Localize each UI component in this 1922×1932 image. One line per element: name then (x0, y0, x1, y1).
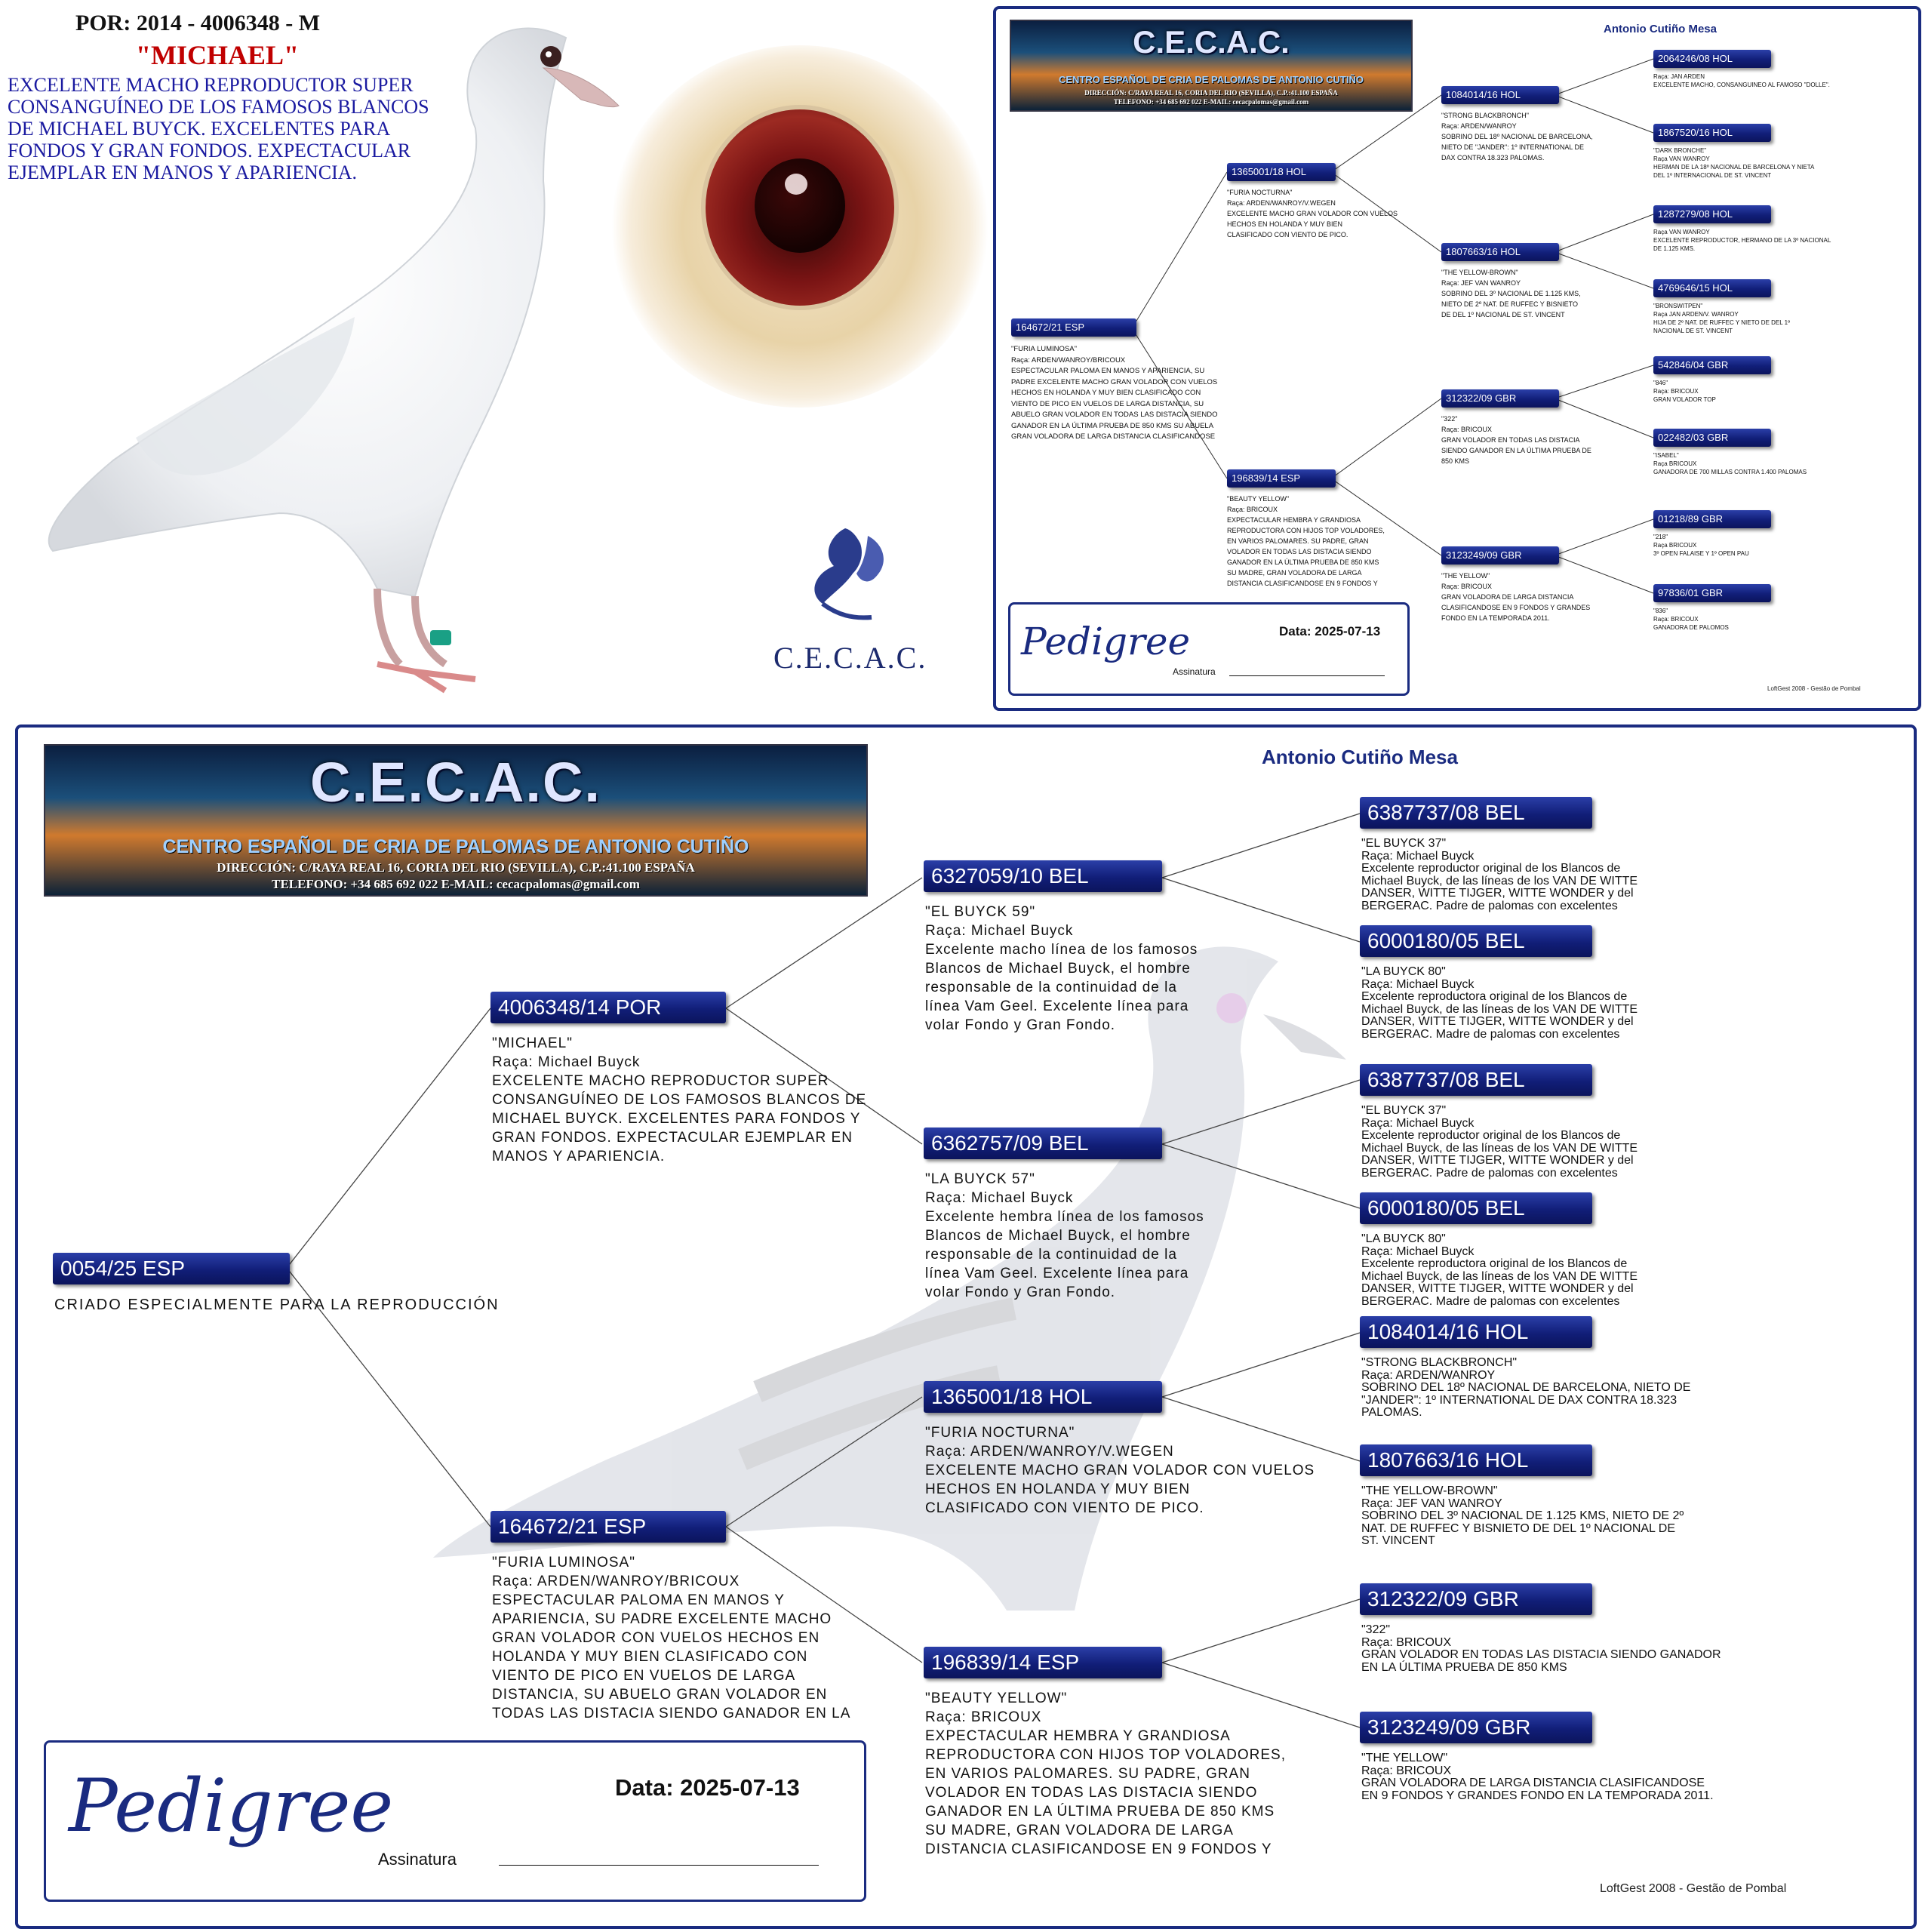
pedigree-node-text: Raça: JAN ARDEN EXCELENTE MACHO, CONSANGUINEO AL FAMOSO "DOLLE". (1653, 73, 1830, 88)
banner-title: C.E.C.A.C. (1133, 24, 1290, 60)
pedigree-node-text: "STRONG BLACKBRONCH" Raça: ARDEN/WANROY SOBRINO DEL 18º NACIONAL DE BARCELONA, NIETO DE "JANDER": 1º INTERNATIONAL DE DAX CONTRA 18.323 PALOMAS. (1441, 112, 1593, 162)
pedigree-node: 6000180/05 BEL (1360, 925, 1592, 957)
pedigree-node: 1287279/08 HOL (1653, 205, 1771, 223)
loftgest-credit: LoftGest 2008 - Gestão de Pombal (1600, 1882, 1787, 1895)
pedigree-node-text: "THE YELLOW-BROWN" Raça: JEF VAN WANROY SOBRINO DEL 3º NACIONAL DE 1.125 KMS, NIETO DE 2º NAT. DE RUFFEC Y BISNIETO DE DEL 1º NACIONAL DE ST. VINCENT (1361, 1484, 1684, 1547)
pedigree-node: 022482/03 GBR (1653, 429, 1771, 447)
pedigree-node: 1084014/16 HOL (1360, 1316, 1592, 1348)
pedigree-footer-box (44, 1740, 866, 1902)
owner-name: Antonio Cutiño Mesa (1604, 23, 1717, 35)
pedigree-node: 1084014/16 HOL (1441, 86, 1559, 104)
pedigree-node-text: "FURIA NOCTURNA" Raça: ARDEN/WANROY/V.WEGEN EXCELENTE MACHO GRAN VOLADOR CON VUELOS HECHOS EN HOLANDA Y MUY BIEN CLASIFICADO CON VIENTO DE PICO. (1227, 189, 1398, 238)
pedigree-node-text: "DARK BRONCHE" Raça VAN WANROY HERMAN DE LA 18º NACIONAL DE BARCELONA Y NIETA DEL 1º INTERNACIONAL DE ST. VINCENT (1653, 147, 1815, 179)
cecac-bird-logo-icon (800, 521, 898, 634)
pedigree-script-title: Pedigree (69, 1764, 394, 1848)
pedigree-node: 1365001/18 HOL (1227, 163, 1336, 181)
small-pedigree-panel (993, 6, 1921, 711)
banner-subtitle: CENTRO ESPAÑOL DE CRIA DE PALOMAS DE ANTONIO CUTIÑO (1059, 74, 1364, 85)
pedigree-node: 97836/01 GBR (1653, 584, 1771, 602)
pedigree-node-text: "THE YELLOW" Raça: BRICOUX GRAN VOLADORA DE LARGA DISTANCIA CLASIFICANDOSE EN 9 FONDOS Y GRANDES FONDO EN LA TEMPORADA 2011. (1361, 1752, 1714, 1802)
ring-number-heading: POR: 2014 - 4006348 - M (75, 11, 321, 35)
pedigree-script-title: Pedigree (1021, 620, 1191, 663)
pedigree-node: 164672/21 ESP (490, 1511, 726, 1543)
pedigree-node-text: "LA BUYCK 80" Raça: Michael Buyck Excelente reproductora original de los Blancos de Michael Buyck, de las líneas de los VAN DE WITTE DANSER, WITTE TIJGER, WITTE WONDER y del BERGERAC. Madre de palomas con excelentes (1361, 965, 1638, 1041)
pedigree-node-text: "EL BUYCK 37" Raça: Michael Buyck Excelente reproductor original de los Blancos de Michael Buyck, de las líneas de los VAN DE WITTE DANSER, WITTE TIJGER, WITTE WONDER y del BERGERAC. Padre de palomas con excelentes (1361, 837, 1638, 912)
pedigree-node-text: "LA BUYCK 57" Raça: Michael Buyck Excelente hembra línea de los famosos Blancos de Michael Buyck, el hombre responsable de la continuidad de la línea Vam Geel. Excelente línea para volar Fondo y Gran Fondo. (925, 1171, 1204, 1300)
pedigree-node: 3123249/09 GBR (1360, 1712, 1592, 1743)
pedigree-node-text: "FURIA LUMINOSA" Raça: ARDEN/WANROY/BRICOUX ESPECTACULAR PALOMA EN MANOS Y APARIENCIA, SU PADRE EXCELENTE MACHO GRAN VOLADOR CON VUELOS HECHOS EN HOLANDA Y MUY BIEN CLASIFICADO CON VIENTO DE PICO EN VUELOS DE LARGA DISTANCIA, SU ABUELO GRAN VOLADOR EN TODAS LAS DISTACIA SIENDO GANADOR EN LA ÚLTIMA PRUEBA DE 850 KMS SU ABUELA GRAN VOLADORA DE LARGA DISTANCIA CLASIFICANDOSE (1011, 345, 1218, 441)
pigeon-description: EXCELENTE MACHO REPRODUCTOR SUPER CONSANGUÍNEO DE LOS FAMOSOS BLANCOS DE MICHAEL BUYCK. EXCELENTES PARA FONDOS Y GRAN FONDOS. EXPECTACULAR EJEMPLAR EN MANOS Y APARIENCIA. (8, 74, 429, 183)
pedigree-node: 1807663/16 HOL (1360, 1444, 1592, 1476)
pedigree-node: 1867520/16 HOL (1653, 124, 1771, 142)
banner-title: C.E.C.A.C. (310, 751, 601, 814)
pedigree-node: 01218/89 GBR (1653, 510, 1771, 528)
signature-label: Assinatura (1173, 666, 1216, 677)
banner-address: DIRECCIÓN: C/RAYA REAL 16, CORIA DEL RIO (SEVILLA), C.P.:41.100 ESPAÑA (217, 860, 695, 875)
pedigree-node-text: "322" Raça: BRICOUX GRAN VOLADOR EN TODAS LAS DISTACIA SIENDO GANADOR EN LA ÚLTIMA PRUEBA DE 850 KMS (1361, 1623, 1721, 1674)
pedigree-node-text: "218" Raça BRICOUX 3º OPEN FALAISE Y 1º OPEN PAU (1653, 534, 1749, 557)
pedigree-node: 312322/09 GBR (1360, 1583, 1592, 1615)
pedigree-node: 196839/14 ESP (924, 1647, 1162, 1678)
banner-contact: TELEFONO: +34 685 692 022 E-MAIL: cecacpalomas@gmail.com (1113, 98, 1309, 106)
pedigree-node: 312322/09 GBR (1441, 389, 1559, 408)
pedigree-node: 6387737/08 BEL (1360, 1064, 1592, 1096)
pedigree-node: 4769646/15 HOL (1653, 279, 1771, 297)
pedigree-node-text: "EL BUYCK 59" Raça: Michael Buyck Excelente macho línea de los famosos Blancos de Michael Buyck, el hombre responsable de la continuidad de la línea Vam Geel. Excelente línea para volar Fondo y Gran Fondo. (925, 904, 1198, 1033)
banner-contact: TELEFONO: +34 685 692 022 E-MAIL: cecacpalomas@gmail.com (272, 877, 640, 891)
pedigree-node: 0054/25 ESP (53, 1253, 290, 1284)
pedigree-node-text: "FURIA LUMINOSA" Raça: ARDEN/WANROY/BRICOUX ESPECTACULAR PALOMA EN MANOS Y APARIENCIA, SU PADRE EXCELENTE MACHO GRAN VOLADOR CON VUELOS HECHOS EN HOLANDA Y MUY BIEN CLASIFICADO CON VIENTO DE PICO EN VUELOS DE LARGA DISTANCIA, SU ABUELO GRAN VOLADOR EN TODAS LAS DISTACIA SIENDO GANADOR EN LA (492, 1555, 851, 1721)
pedigree-node-text: "BRONSWITPEN" Raça JAN ARDEN/V. WANROY HIJA DE 2º NAT. DE RUFFEC Y NIETO DE DEL 1º NACIONAL DE ST. VINCENT (1653, 303, 1790, 334)
pedigree-node: 2064246/08 HOL (1653, 50, 1771, 68)
pedigree-node-text: "FURIA NOCTURNA" Raça: ARDEN/WANROY/V.WEGEN EXCELENTE MACHO GRAN VOLADOR CON VUELOS HECHOS EN HOLANDA Y MUY BIEN CLASIFICADO CON VIENTO DE PICO. (925, 1425, 1315, 1516)
pedigree-node-text: "846" Raça: BRICOUX GRAN VOLADOR TOP (1653, 380, 1716, 403)
pedigree-node: 164672/21 ESP (1011, 318, 1136, 337)
pedigree-node-text: "MICHAEL" Raça: Michael Buyck EXCELENTE MACHO REPRODUCTOR SUPER CONSANGUÍNEO DE LOS FAMOSOS BLANCOS DE MICHAEL BUYCK. EXCELENTES PARA FONDOS Y GRAN FONDOS. EXPECTACULAR EJEMPLAR EN MANOS Y APARIENCIA. (492, 1035, 867, 1164)
pedigree-node: 6000180/05 BEL (1360, 1192, 1592, 1224)
eye-highlight (785, 174, 807, 195)
pedigree-node: 6327059/10 BEL (924, 860, 1162, 892)
pedigree-node: 6387737/08 BEL (1360, 797, 1592, 829)
large-pedigree-panel (15, 724, 1917, 1929)
eye-pupil (755, 158, 845, 253)
pedigree-node-text: "THE YELLOW" Raça: BRICOUX GRAN VOLADORA DE LARGA DISTANCIA CLASIFICANDOSE EN 9 FONDOS Y GRANDES FONDO EN LA TEMPORADA 2011. (1441, 572, 1591, 622)
signature-label: Assinatura (378, 1850, 457, 1869)
pedigree-date: Data: 2025-07-13 (615, 1774, 800, 1801)
pigeon-name: "MICHAEL" (136, 40, 299, 70)
pedigree-node: 1807663/16 HOL (1441, 243, 1559, 261)
pedigree-node: 1365001/18 HOL (924, 1381, 1162, 1413)
pedigree-node-text: "ISABEL" Raça BRICOUX GANADORA DE 700 MILLAS CONTRA 1.400 PALOMAS (1653, 452, 1807, 475)
pedigree-node-text: "STRONG BLACKBRONCH" Raça: ARDEN/WANROY SOBRINO DEL 18º NACIONAL DE BARCELONA, NIETO DE "JANDER": 1º INTERNATIONAL DE DAX CONTRA 18.323 PALOMAS. (1361, 1356, 1691, 1419)
pedigree-node-text: "BEAUTY YELLOW" Raça: BRICOUX EXPECTACULAR HEMBRA Y GRANDIOSA REPRODUCTORA CON HIJOS TOP VOLADORES, EN VARIOS PALOMARES. SU PADRE, GRAN VOLADOR EN TODAS LAS DISTACIA SIENDO GANADOR EN LA ÚLTIMA PRUEBA DE 850 KMS SU MADRE, GRAN VOLADORA DE LARGA DISTANCIA CLASIFICANDOSE EN 9 FONDOS Y (1227, 495, 1385, 587)
pedigree-node-text: "LA BUYCK 80" Raça: Michael Buyck Excelente reproductora original de los Blancos de Michael Buyck, de las líneas de los VAN DE WITTE DANSER, WITTE TIJGER, WITTE WONDER y del BERGERAC. Madre de palomas con excelentes (1361, 1232, 1638, 1308)
pedigree-node-text: "836" Raça: BRICOUX GANADORA DE PALOMOS (1653, 608, 1729, 631)
pedigree-node-text: "THE YELLOW-BROWN" Raça: JEF VAN WANROY SOBRINO DEL 3º NACIONAL DE 1.125 KMS, NIETO DE 2º NAT. DE RUFFEC Y BISNIETO DE DEL 1º NACIONAL DE ST. VINCENT (1441, 269, 1581, 318)
pedigree-node: 3123249/09 GBR (1441, 546, 1559, 565)
white-pigeon-photo (23, 15, 641, 694)
pedigree-node-text: "322" Raça: BRICOUX GRAN VOLADOR EN TODAS LAS DISTACIA SIENDO GANADOR EN LA ÚLTIMA PRUEBA DE 850 KMS (1441, 415, 1591, 465)
banner-subtitle: CENTRO ESPAÑOL DE CRIA DE PALOMAS DE ANTONIO CUTIÑO (162, 836, 749, 857)
pedigree-node: 196839/14 ESP (1227, 469, 1336, 488)
pedigree-node-text: "BEAUTY YELLOW" Raça: BRICOUX EXPECTACULAR HEMBRA Y GRANDIOSA REPRODUCTORA CON HIJOS TOP VOLADORES, EN VARIOS PALOMARES. SU PADRE, GRAN VOLADOR EN TODAS LAS DISTACIA SIENDO GANADOR EN LA ÚLTIMA PRUEBA DE 850 KMS SU MADRE, GRAN VOLADORA DE LARGA DISTANCIA CLASIFICANDOSE EN 9 FONDOS Y (925, 1690, 1286, 1857)
pedigree-date: Data: 2025-07-13 (1279, 624, 1381, 638)
pedigree-node: 6362757/09 BEL (924, 1128, 1162, 1159)
signature-line (1229, 675, 1385, 676)
pedigree-node-text: Raça VAN WANROY EXCELENTE REPRODUCTOR, HERMANO DE LA 3º NACIONAL DE 1.125 KMS. (1653, 229, 1831, 252)
pedigree-node: 542846/04 GBR (1653, 356, 1771, 374)
pedigree-node-text: "EL BUYCK 37" Raça: Michael Buyck Excelente reproductor original de los Blancos de Michael Buyck, de las líneas de los VAN DE WITTE DANSER, WITTE TIJGER, WITTE WONDER y del BERGERAC. Padre de palomas con excelentes (1361, 1104, 1638, 1180)
pedigree-node: 4006348/14 POR (490, 992, 726, 1023)
owner-name: Antonio Cutiño Mesa (1262, 746, 1458, 768)
loftgest-credit: LoftGest 2008 - Gestão de Pombal (1767, 685, 1861, 692)
pedigree-node-text: CRIADO ESPECIALMENTE PARA LA REPRODUCCIÓN (54, 1297, 500, 1313)
cecac-logo-text: C.E.C.A.C. (773, 641, 927, 675)
pedigree-footer-box (1008, 602, 1410, 696)
signature-line (499, 1865, 819, 1866)
banner-address: DIRECCIÓN: C/RAYA REAL 16, CORIA DEL RIO (SEVILLA), C.P.:41.100 ESPAÑA (1084, 89, 1338, 97)
